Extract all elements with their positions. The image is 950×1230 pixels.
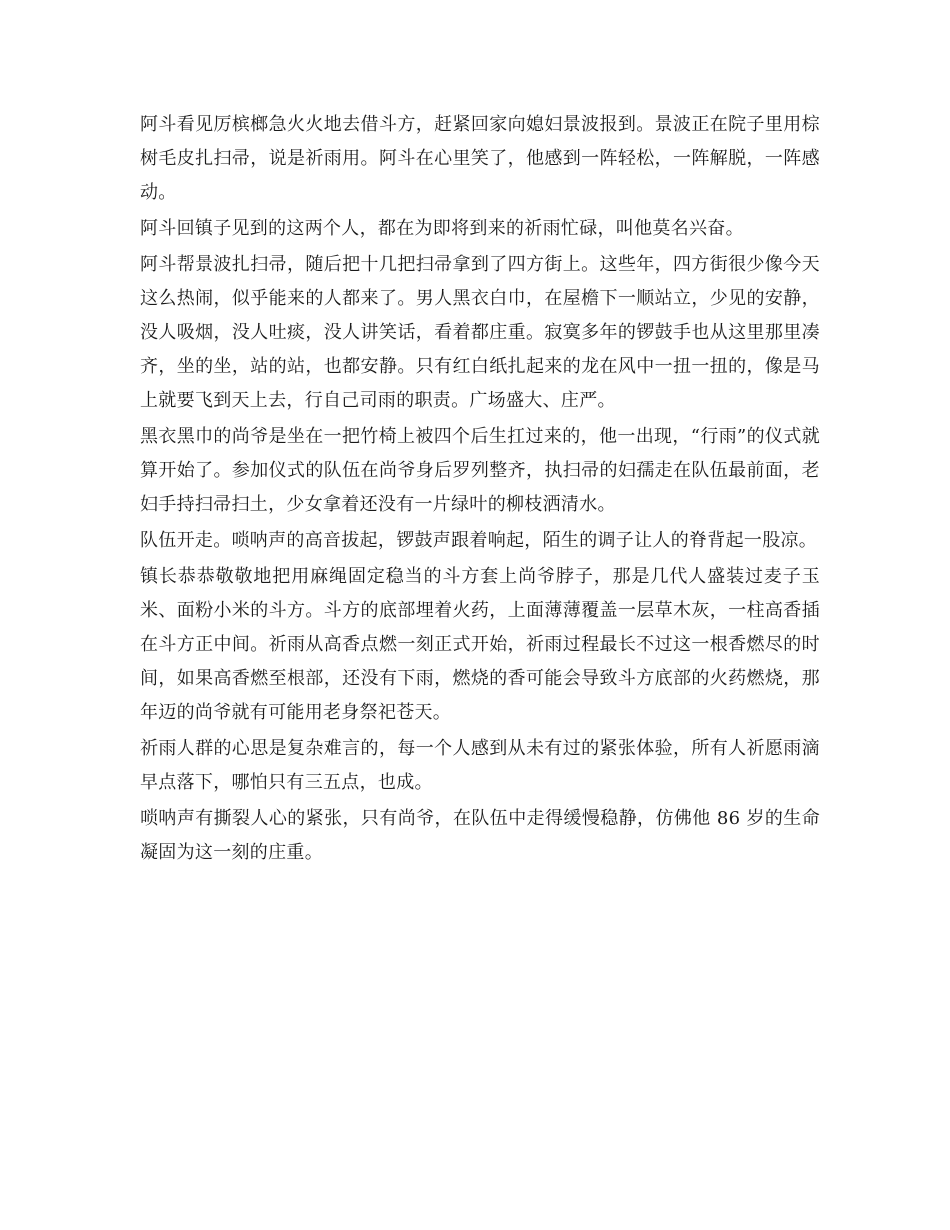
paragraph-4: 黑衣黑巾的尚爷是坐在一把竹椅上被四个后生扛过来的，他一出现，“行雨”的仪式就算开始了。参加仪式的队伍在尚爷身后罗列整齐，执扫帚的妇孺走在队伍最前面，老妇手持扫帚扫土，少女拿着还没有一片绿叶的柳枝洒清水。 (140, 426, 820, 515)
paragraph-1: 阿斗看见厉槟榔急火火地去借斗方，赶紧回家向媳妇景波报到。景波正在院子里用棕树毛皮扎扫帚，说是祈雨用。阿斗在心里笑了，他感到一阵轻松，一阵解脱，一阵感动。 (140, 114, 820, 203)
article-body (140, 108, 820, 872)
paragraph-6: 镇长恭恭敬敬地把用麻绳固定稳当的斗方套上尚爷脖子，那是几代人盛装过麦子玉米、面粉小米的斗方。斗方的底部埋着火药，上面薄薄覆盖一层草木灰，一柱高香插在斗方正中间。祈雨从高香点燃一刻正式开始，祈雨过程最长不过这一根香燃尽的时间，如果高香燃至根部，还没有下雨，燃烧的香可能会导致斗方底部的火药燃烧，那年迈的尚爷就有可能用老身祭祀苍天。 (140, 566, 820, 723)
paragraph-8: 唢呐声有撕裂人心的紧张，只有尚爷，在队伍中走得缓慢稳静，仿佛他 86 岁的生命凝固为这一刻的庄重。 (140, 808, 820, 863)
paragraph-5: 队伍开走。唢呐声的高音拔起，锣鼓声跟着响起，陌生的调子让人的脊背起一股凉。 (140, 530, 818, 551)
paragraph-2: 阿斗回镇子见到的这两个人，都在为即将到来的祈雨忙碌，叫他莫名兴奋。 (140, 218, 744, 239)
paragraph-7: 祈雨人群的心思是复杂难言的，每一个人感到从未有过的紧张体验，所有人祈愿雨滴早点落下，哪怕只有三五点，也成。 (140, 738, 820, 793)
paragraph-3: 阿斗帮景波扎扫帚，随后把十几把扫帚拿到了四方街上。这些年，四方街很少像今天这么热闹，似乎能来的人都来了。男人黑衣白巾，在屋檐下一顺站立，少见的安静，没人吸烟，没人吐痰，没人讲笑话，看着都庄重。寂寞多年的锣鼓手也从这里那里凑齐，坐的坐，站的站，也都安静。只有红白纸扎起来的龙在风中一扭一扭的，像是马上就要飞到天上去，行自己司雨的职责。广场盛大、庄严。 (140, 254, 820, 411)
